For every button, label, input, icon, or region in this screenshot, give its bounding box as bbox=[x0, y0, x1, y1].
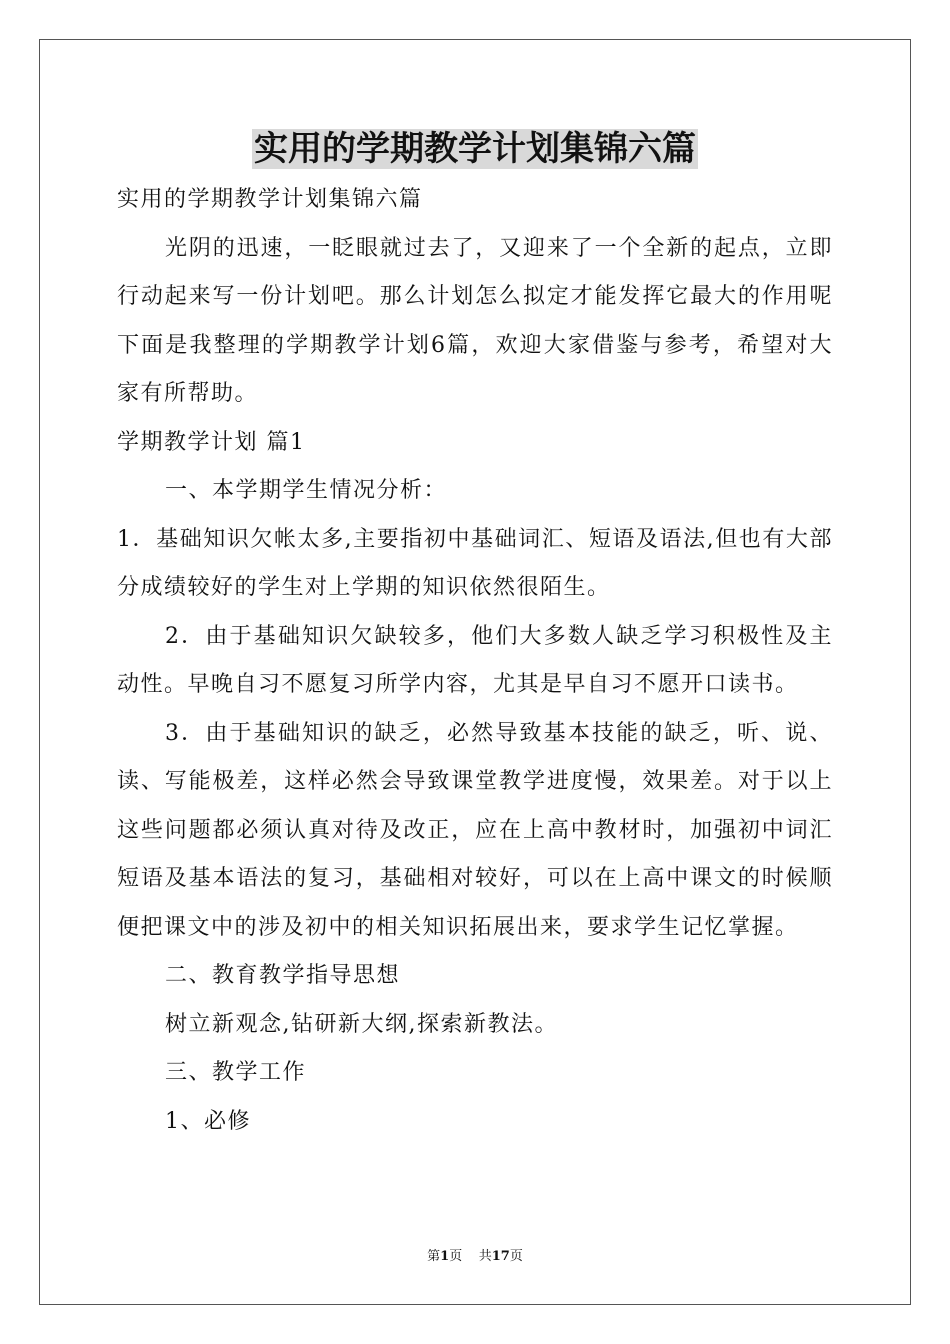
document-body bbox=[117, 176, 833, 1146]
point2-paragraph: 2．由于基础知识欠缺较多，他们大多数人缺乏学习积极性及主动性。早晚自习不愿复习所学内容，尤其是早自习不愿开口读书。 bbox=[117, 623, 833, 697]
page-prefix: 第 bbox=[427, 1249, 441, 1264]
point1-paragraph: 1．基础知识欠帐太多,主要指初中基础词汇、短语及语法,但也有大部分成绩较好的学生对上学期的知识依然很陌生。 bbox=[117, 526, 833, 600]
part2-heading: 二、教育教学指导思想 bbox=[165, 963, 401, 988]
document-title bbox=[0, 125, 950, 173]
part3-item1: 1、必修 bbox=[165, 1108, 251, 1134]
page-suffix: 页 bbox=[449, 1249, 463, 1264]
total-prefix: 共 bbox=[478, 1249, 492, 1264]
point3-paragraph: 3．由于基础知识的缺乏，必然导致基本技能的缺乏，听、说、读、写能极差，这样必然会导致课堂教学进度慢，效果差。对于以上这些问题都必须认真对待及改正，应在上高中教材时，加强初中词汇短语及基本语法的复习，基础相对较好，可以在上高中课文的时候顺便把课文中的涉及初中的相关知识拓展出来，要求学生记忆掌握。 bbox=[117, 720, 833, 940]
part3-heading: 三、教学工作 bbox=[165, 1060, 307, 1085]
section-heading: 学期教学计划 篇1 bbox=[117, 429, 306, 455]
part1-heading: 一、本学期学生情况分析： bbox=[165, 478, 448, 503]
intro-paragraph: 光阴的迅速，一眨眼就过去了，又迎来了一个全新的起点，立即行动起来写一份计划吧。那么计划怎么拟定才能发挥它最大的作用呢下面是我整理的学期教学计划6篇，欢迎大家借鉴与参考，希望对大家有所帮助。 bbox=[117, 235, 833, 406]
page-footer bbox=[0, 1248, 950, 1266]
document-subtitle: 实用的学期教学计划集锦六篇 bbox=[117, 187, 423, 212]
part2-paragraph: 树立新观念,钻研新大纲,探索新教法。 bbox=[165, 1011, 558, 1037]
page-number: 1 bbox=[440, 1249, 450, 1264]
page-total: 17 bbox=[491, 1249, 510, 1264]
total-suffix: 页 bbox=[509, 1249, 523, 1264]
document-title-text: 实用的学期教学计划集锦六篇 bbox=[254, 129, 696, 169]
